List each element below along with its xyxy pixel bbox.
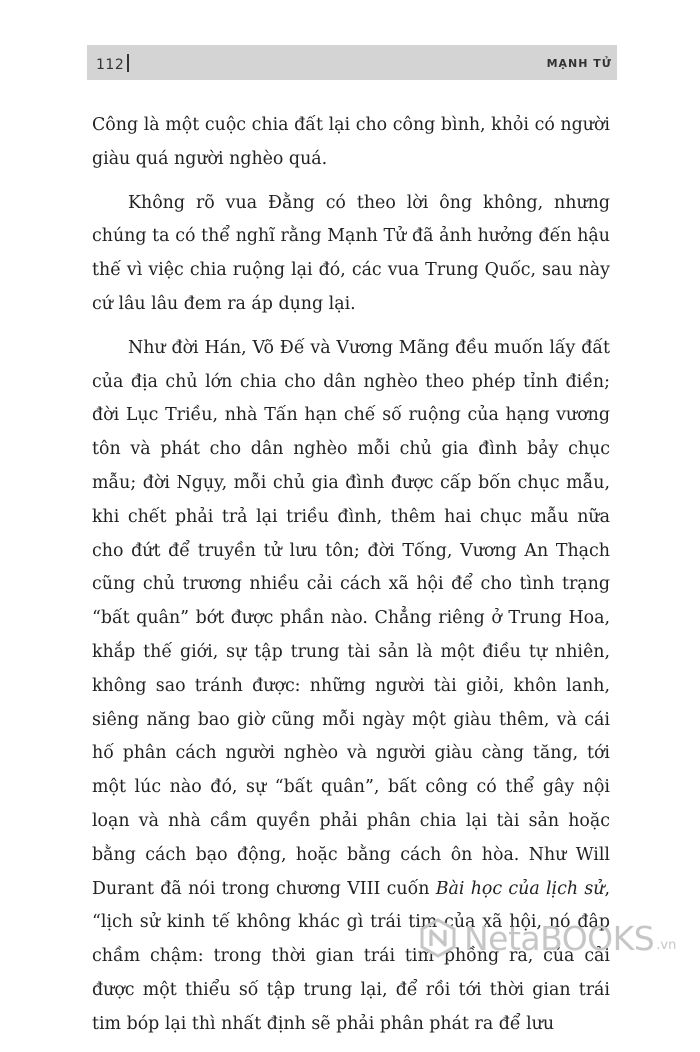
watermark-suffix: .vn [656, 937, 677, 953]
body-text [92, 109, 610, 1052]
watermark-brand: NetaBOOKS [464, 918, 655, 958]
book-title-italic: Bài học của lịch sử [435, 878, 605, 899]
page-number: 112 [96, 57, 125, 73]
header-separator [127, 54, 129, 72]
header-bar [87, 45, 617, 80]
netabooks-logo-icon [418, 918, 458, 958]
paragraph-3-text-b: , “lịch sử kinh tế không khác gì trái tim của xã hội, nó đập chầm chậm: trong thời gian trái tim phồng ra, của cải được một thiểu số tập trung lại, để rồi tới thời gian trái tim bóp lại thì nhất định sẽ phải phân phát ra để lưu [92, 878, 610, 1034]
running-title: MẠNH TỬ [546, 57, 612, 70]
paragraph-2: Không rõ vua Đằng có theo lời ông không, nhưng chúng ta có thể nghĩ rằng Mạnh Tử đã ảnh hưởng đến hậu thế vì việc chia ruộng lại đó, các vua Trung Quốc, sau này cứ lâu lâu đem ra áp dụng lại. [92, 192, 610, 314]
paragraph-1: Công là một cuộc chia đất lại cho công bình, khỏi có người giàu quá người nghèo quá. [92, 115, 610, 169]
watermark [418, 918, 676, 958]
paragraph-3-text-a: Như đời Hán, Võ Đế và Vương Mãng đều muốn lấy đất của địa chủ lớn chia cho dân nghèo theo phép tỉnh điền; đời Lục Triều, nhà Tấn hạn chế số ruộng của hạng vương tôn và phát cho dân nghèo mỗi chủ gia đình bảy chục mẫu; đời Ngụy, mỗi chủ gia đình được cấp bốn chục mẫu, khi chết phải trả lại triều đình, thêm hai chục mẫu nữa cho đứt để truyền tử lưu tôn; đời Tống, Vương An Thạch cũng chủ trương nhiều cải cách xã hội để cho tình trạng “bất quân” bớt được phần nào. Chẳng riêng ở Trung Hoa, khắp thế giới, sự tập trung tài sản là một điều tự nhiên, không sao tránh được: những người tài giỏi, khôn lanh, siêng năng bao giờ cũng mỗi ngày một giàu thêm, và cái hố phân cách người nghèo và người giàu càng tăng, tới một lúc nào đó, sự “bất quân”, bất công có thể gây nội loạn và nhà cầm quyền phải phân chia lại tài sản hoặc bằng cách bạo động, hoặc bằng cách ôn hòa. Như Will Durant đã nói trong chương VIII cuốn [92, 337, 610, 899]
